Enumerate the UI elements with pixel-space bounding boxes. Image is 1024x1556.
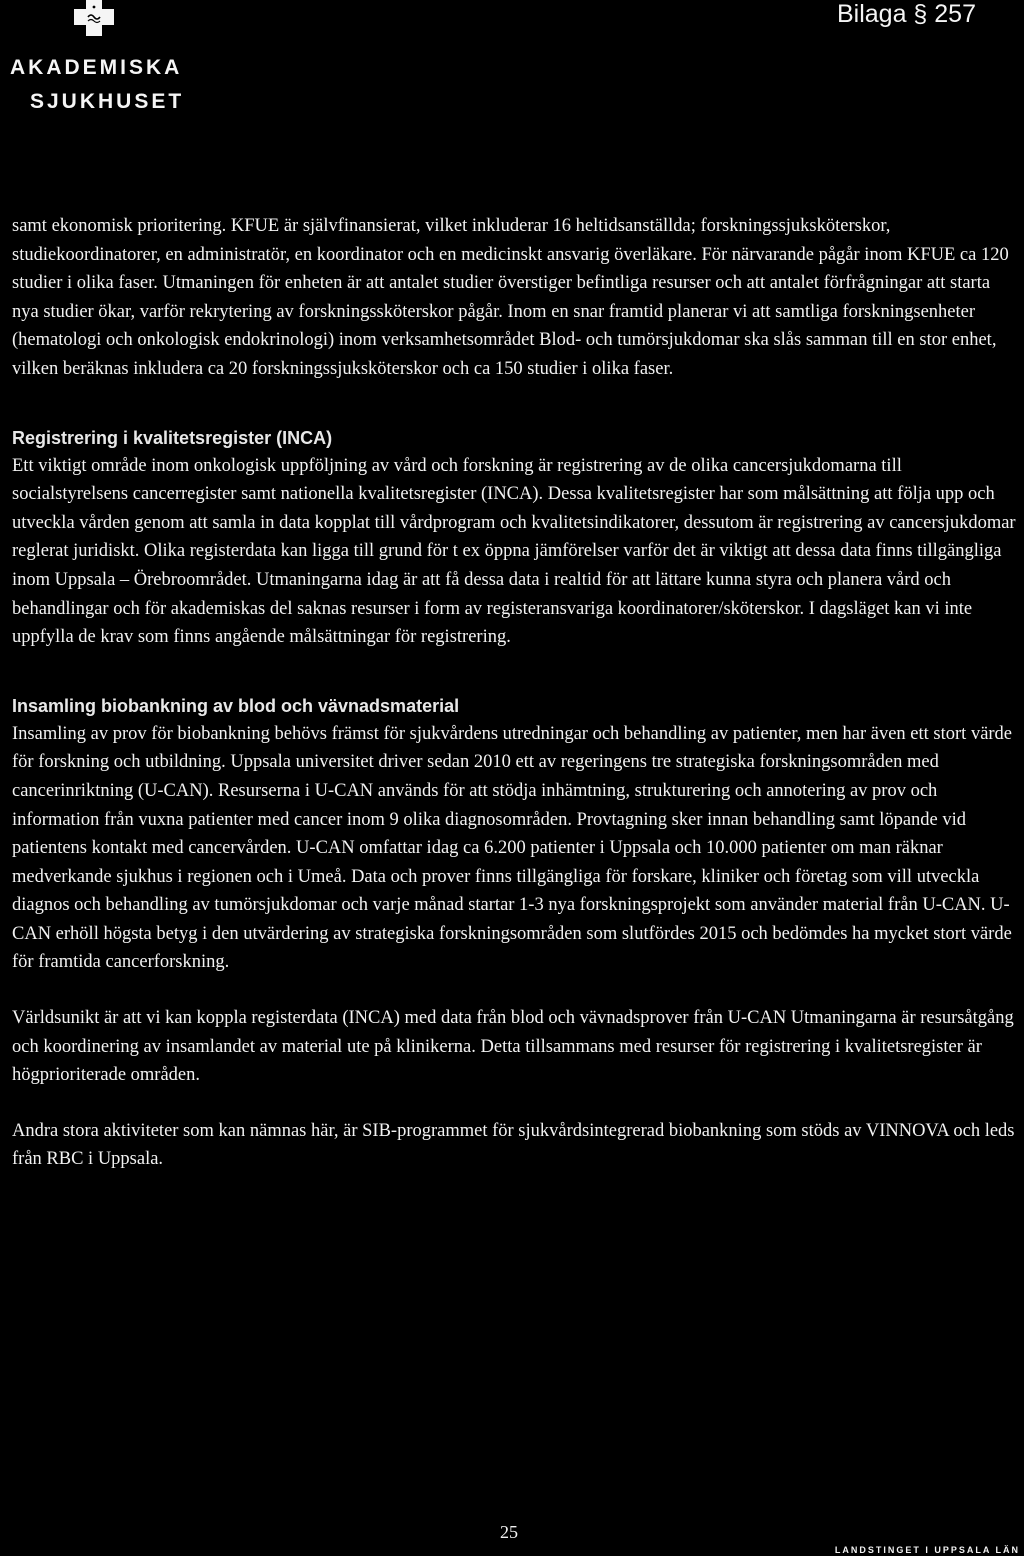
hospital-cross-icon bbox=[74, 0, 114, 36]
footer-organization: LANDSTINGET I UPPSALA LÄN bbox=[834, 1545, 1020, 1555]
page-number: 25 bbox=[500, 1522, 518, 1542]
logo-text-line1: AKADEMISKA bbox=[10, 56, 183, 79]
document-body bbox=[12, 212, 1020, 1174]
section-heading-inca: Registrering i kvalitetsregister (INCA) bbox=[12, 427, 333, 448]
section-paragraph-inca: Ett viktigt område inom onkologisk uppföljning av vård och forskning är registrering av de olika cancersjukdomarna till socialstyrelsens cancerregister samt nationella kvalitetsregister (INCA). Dessa kvalitetsregister har som målsättning att följa upp och utveckla vården genom att samla in data kopplat till vårdprogram och kvalitetsindikatorer, dessutom är registrering av cancersjukdomar reglerat juridiskt. Olika registerdata kan ligga till grund för t ex öppna jämförelser varför det är viktigt att dessa data finns tillgängliga inom Uppsala – Örebroområdet. Utmaningarna idag är att få dessa data i realtid för att lättare kunna styra och planera vård och behandlingar och för akademiskas del saknas resurser i form av registeransvariga koordinatorer/sköterskor. I dagsläget kan vi inte uppfylla de krav som finns angående målsättningar för registrering. bbox=[12, 455, 1016, 648]
logo-text-line2: SJUKHUSET bbox=[30, 90, 185, 113]
section-heading-biobank: Insamling biobankning av blod och vävnadsmaterial bbox=[12, 695, 460, 716]
section-paragraph-biobank-1: Insamling av prov för biobankning behövs främst för sjukvårdens utredningar och behandling av patienter, men har även ett stort värde för forskning och utbildning. Uppsala universitet driver sedan 2010 ett av regeringens tre strategiska forskningsområden med cancerinriktning (U-CAN). Resurserna i U-CAN används för att stödja inhämtning, strukturering och annotering av prov och information från vuxna patienter med cancer inom 9 olika diagnosområden. Provtagning sker innan behandling samt löpande vid patientens kontakt med cancervården. U-CAN omfattar idag ca 6.200 patienter i Uppsala och 10.000 patienter om man räknar medverkande sjukhus i regionen och i Umeå. Data och prover finns tillgängliga för forskare, kliniker och företag som vill utveckla diagnos och behandling av tumörsjukdomar och varje månad startar 1-3 nya forskningsprojekt som använder material från U-CAN. U-CAN erhöll högsta betyg i den utvärdering av strategiska forskningsområden som slutfördes 2015 och bedömdes ha mycket stort värde för framtida cancerforskning. bbox=[12, 723, 1013, 973]
section-paragraph-biobank-2: Världsunikt är att vi kan koppla registerdata (INCA) med data från blod och vävnadsprover från U-CAN Utmaningarna är resursåtgång och koordinering av insamlandet av material ute på klinikerna. Detta tillsammans med resurser för registrering i kvalitetsregister är högprioriterade områden. bbox=[12, 1008, 1014, 1086]
intro-paragraph: samt ekonomisk prioritering. KFUE är självfinansierat, vilket inkluderar 16 heltidsanställda; forskningssjuksköterskor, studiekoordinatorer, en administratör, en koordinator och en medicinskt ansvarig överläkare. För närvarande pågår inom KFUE ca 120 studier i olika faser. Utmaningen för enheten är att antalet studier överstiger befintliga resurser och att antalet förfrågningar att starta nya studier ökar, varför rekrytering av forskningssköterskor pågår. Inom en snar framtid planerar vi att samtliga forskningsenheter (hematologi och onkologisk endokrinologi) inom verksamhetsområdet Blod- och tumörsjukdomar ska slås samman till en stor enhet, vilken beräknas inkludera ca 20 forskningssjuksköterskor och ca 150 studier i olika faser. bbox=[12, 216, 1009, 379]
attachment-label: Bilaga § 257 bbox=[836, 0, 976, 28]
section-paragraph-biobank-3: Andra stora aktiviteter som kan nämnas här, är SIB-programmet för sjukvårdsintegrerad biobankning som stöds av VINNOVA och leds från RBC i Uppsala. bbox=[12, 1120, 1015, 1170]
